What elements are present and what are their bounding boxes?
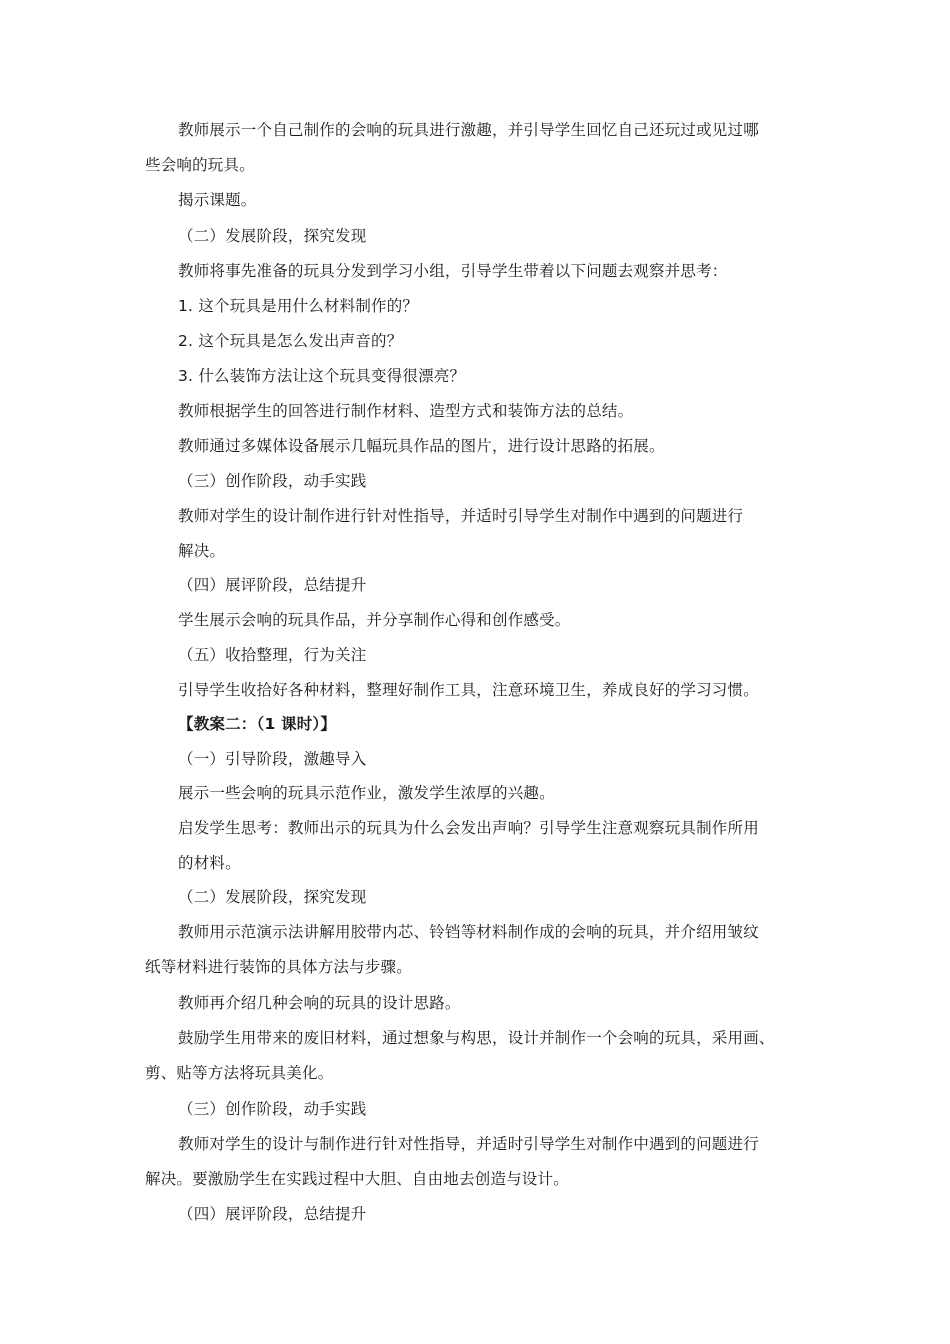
section-heading: （三）创作阶段，动手实践 — [178, 1100, 367, 1118]
paragraph-line: 引导学生收拾好各种材料，整理好制作工具，注意环境卫生，养成良好的学习习惯。 — [178, 681, 759, 699]
paragraph-line: 鼓励学生用带来的废旧材料，通过想象与构思，设计并制作一个会响的玩具，采用画、 — [178, 1029, 775, 1047]
list-item: 3. 什么装饰方法让这个玩具变得很漂亮？ — [178, 367, 466, 385]
paragraph-line: 的材料。 — [178, 854, 241, 872]
list-item: 1. 这个玩具是用什么材料制作的？ — [178, 297, 419, 315]
paragraph-line: 展示一些会响的玩具示范作业，激发学生浓厚的兴趣。 — [178, 784, 555, 802]
paragraph-line: 启发学生思考：教师出示的玩具为什么会发出声响？引导学生注意观察玩具制作所用 — [178, 819, 759, 837]
paragraph-line: 解决。要激励学生在实践过程中大胆、自由地去创造与设计。 — [145, 1170, 569, 1188]
section-heading: （四）展评阶段，总结提升 — [178, 1205, 367, 1223]
paragraph-line: 纸等材料进行装饰的具体方法与步骤。 — [145, 958, 412, 976]
paragraph-line: 教师再介绍几种会响的玩具的设计思路。 — [178, 994, 461, 1012]
paragraph-line: 教师用示范演示法讲解用胶带内芯、铃铛等材料制作成的会响的玩具，并介绍用皱纹 — [178, 923, 759, 941]
paragraph-line: 教师对学生的设计与制作进行针对性指导，并适时引导学生对制作中遇到的问题进行 — [178, 1135, 759, 1153]
lesson-plan-heading: 【教案二：（1 课时）】 — [178, 715, 337, 733]
paragraph-line: 教师将事先准备的玩具分发到学习小组，引导学生带着以下问题去观察并思考： — [178, 262, 728, 280]
section-heading: （五）收拾整理，行为关注 — [178, 646, 367, 664]
section-heading: （三）创作阶段，动手实践 — [178, 472, 367, 490]
section-heading: （四）展评阶段，总结提升 — [178, 576, 367, 594]
section-heading: （一）引导阶段，激趣导入 — [178, 750, 367, 768]
section-heading: （二）发展阶段，探究发现 — [178, 227, 367, 245]
paragraph-line: 教师根据学生的回答进行制作材料、造型方式和装饰方法的总结。 — [178, 402, 634, 420]
section-heading: （二）发展阶段，探究发现 — [178, 888, 367, 906]
paragraph-line: 学生展示会响的玩具作品，并分享制作心得和创作感受。 — [178, 611, 571, 629]
paragraph-line: 些会响的玩具。 — [145, 156, 255, 174]
paragraph-line: 教师通过多媒体设备展示几幅玩具作品的图片，进行设计思路的拓展。 — [178, 437, 665, 455]
list-item: 2. 这个玩具是怎么发出声音的？ — [178, 332, 403, 350]
paragraph-line: 教师展示一个自己制作的会响的玩具进行激趣，并引导学生回忆自己还玩过或见过哪 — [178, 121, 759, 139]
paragraph-line: 揭示课题。 — [178, 191, 257, 209]
paragraph-line: 解决。 — [178, 542, 226, 560]
paragraph-line: 剪、贴等方法将玩具美化。 — [145, 1064, 334, 1082]
paragraph-line: 教师对学生的设计制作进行针对性指导，并适时引导学生对制作中遇到的问题进行 — [178, 507, 744, 525]
